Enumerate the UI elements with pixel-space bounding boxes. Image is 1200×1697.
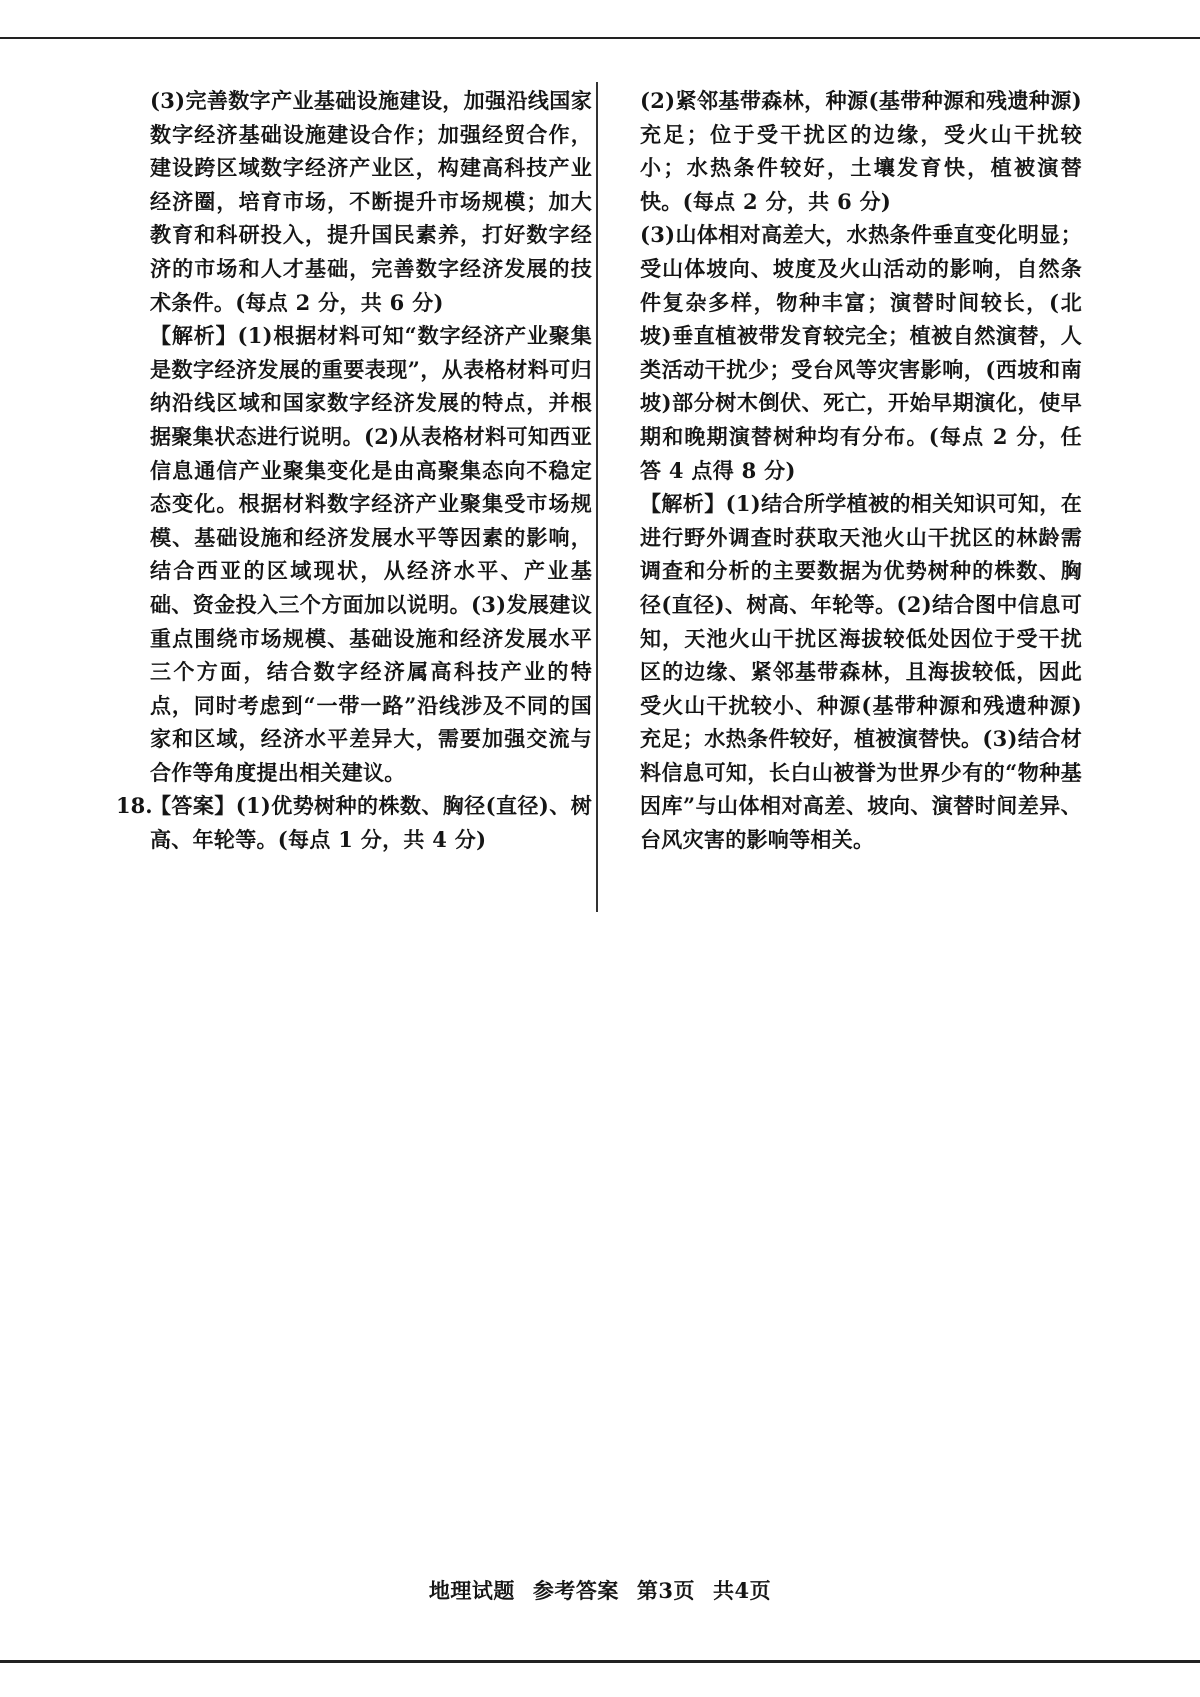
footer-total-pages: 共4页: [713, 1578, 772, 1603]
footer-subject: 地理试题: [428, 1578, 515, 1603]
bottom-border-line: [0, 1660, 1200, 1663]
answer-18-part3: (3)山体相对高差大，水热条件垂直变化明显；受山体坡向、坡度及火山活动的影响，自然条件复杂多样，物种丰富；演替时间较长，(北坡)垂直植被带发育较完全；植被自然演替，人类活动干扰少；受台风等灾害影响，(西坡和南坡)部分树木倒伏、死亡，开始早期演化，使早期和晚期演替树种均有分布。(每点 2 分，任答 4 点得 8 分): [640, 222, 1082, 483]
footer-page-number: 第3页: [636, 1578, 695, 1603]
left-column: [116, 84, 592, 857]
analysis-18: 【解析】(1)结合所学植被的相关知识可知，在进行野外调查时获取天池火山干扰区的林龄需调查和分析的主要数据为优势树种的株数、胸径(直径)、树高、年轮等。(2)结合图中信息可知，天池火山干扰区海拔较低处因位于受干扰区的边缘、紧邻基带森林，且海拔较低，因此受火山干扰较小、种源(基带种源和残遗种源)充足；水热条件较好，植被演替快。(3)结合材料信息可知，长白山被誉为世界少有的“物种基因库”与山体相对高差、坡向、演替时间差异、台风灾害的影响等相关。: [640, 491, 1082, 853]
answer-18-part1: 【答案】(1)优势树种的株数、胸径(直径)、树高、年轮等。(每点 1 分，共 4 分): [150, 793, 592, 853]
answer-17-part3: (3)完善数字产业基础设施建设，加强沿线国家数字经济基础设施建设合作；加强经贸合作，建设跨区域数字经济产业区，构建高科技产业经济圈，培育市场，不断提升市场规模；加大教育和科研投入，提升国民素养，打好数字经济的市场和人才基础，完善数字经济发展的技术条件。(每点 2 分，共 6 分): [150, 88, 592, 315]
footer-section: 参考答案: [532, 1578, 619, 1603]
top-border-line: [0, 37, 1200, 39]
column-divider: [596, 82, 598, 912]
right-column: [640, 84, 1082, 857]
question-18-number: 18.: [116, 793, 153, 819]
answer-18-part2: (2)紧邻基带森林，种源(基带种源和残遗种源)充足；位于受干扰区的边缘，受火山干扰较小；水热条件较好，土壤发育快，植被演替快。(每点 2 分，共 6 分): [640, 88, 1082, 214]
page-footer: [0, 1575, 1200, 1605]
question-18: [116, 789, 592, 856]
analysis-17: 【解析】(1)根据材料可知“数字经济产业聚集是数字经济发展的重要表现”，从表格材料可归纳沿线区域和国家数字经济发展的特点，并根据聚集状态进行说明。(2)从表格材料可知西亚信息通信产业聚集变化是由高聚集态向不稳定态变化。根据材料数字经济产业聚集受市场规模、基础设施和经济发展水平等因素的影响，结合西亚的区域现状，从经济水平、产业基础、资金投入三个方面加以说明。(3)发展建议重点围绕市场规模、基础设施和经济发展水平三个方面，结合数字经济属高科技产业的特点，同时考虑到“一带一路”沿线涉及不同的国家和区域，经济水平差异大，需要加强交流与合作等角度提出相关建议。: [150, 323, 592, 785]
